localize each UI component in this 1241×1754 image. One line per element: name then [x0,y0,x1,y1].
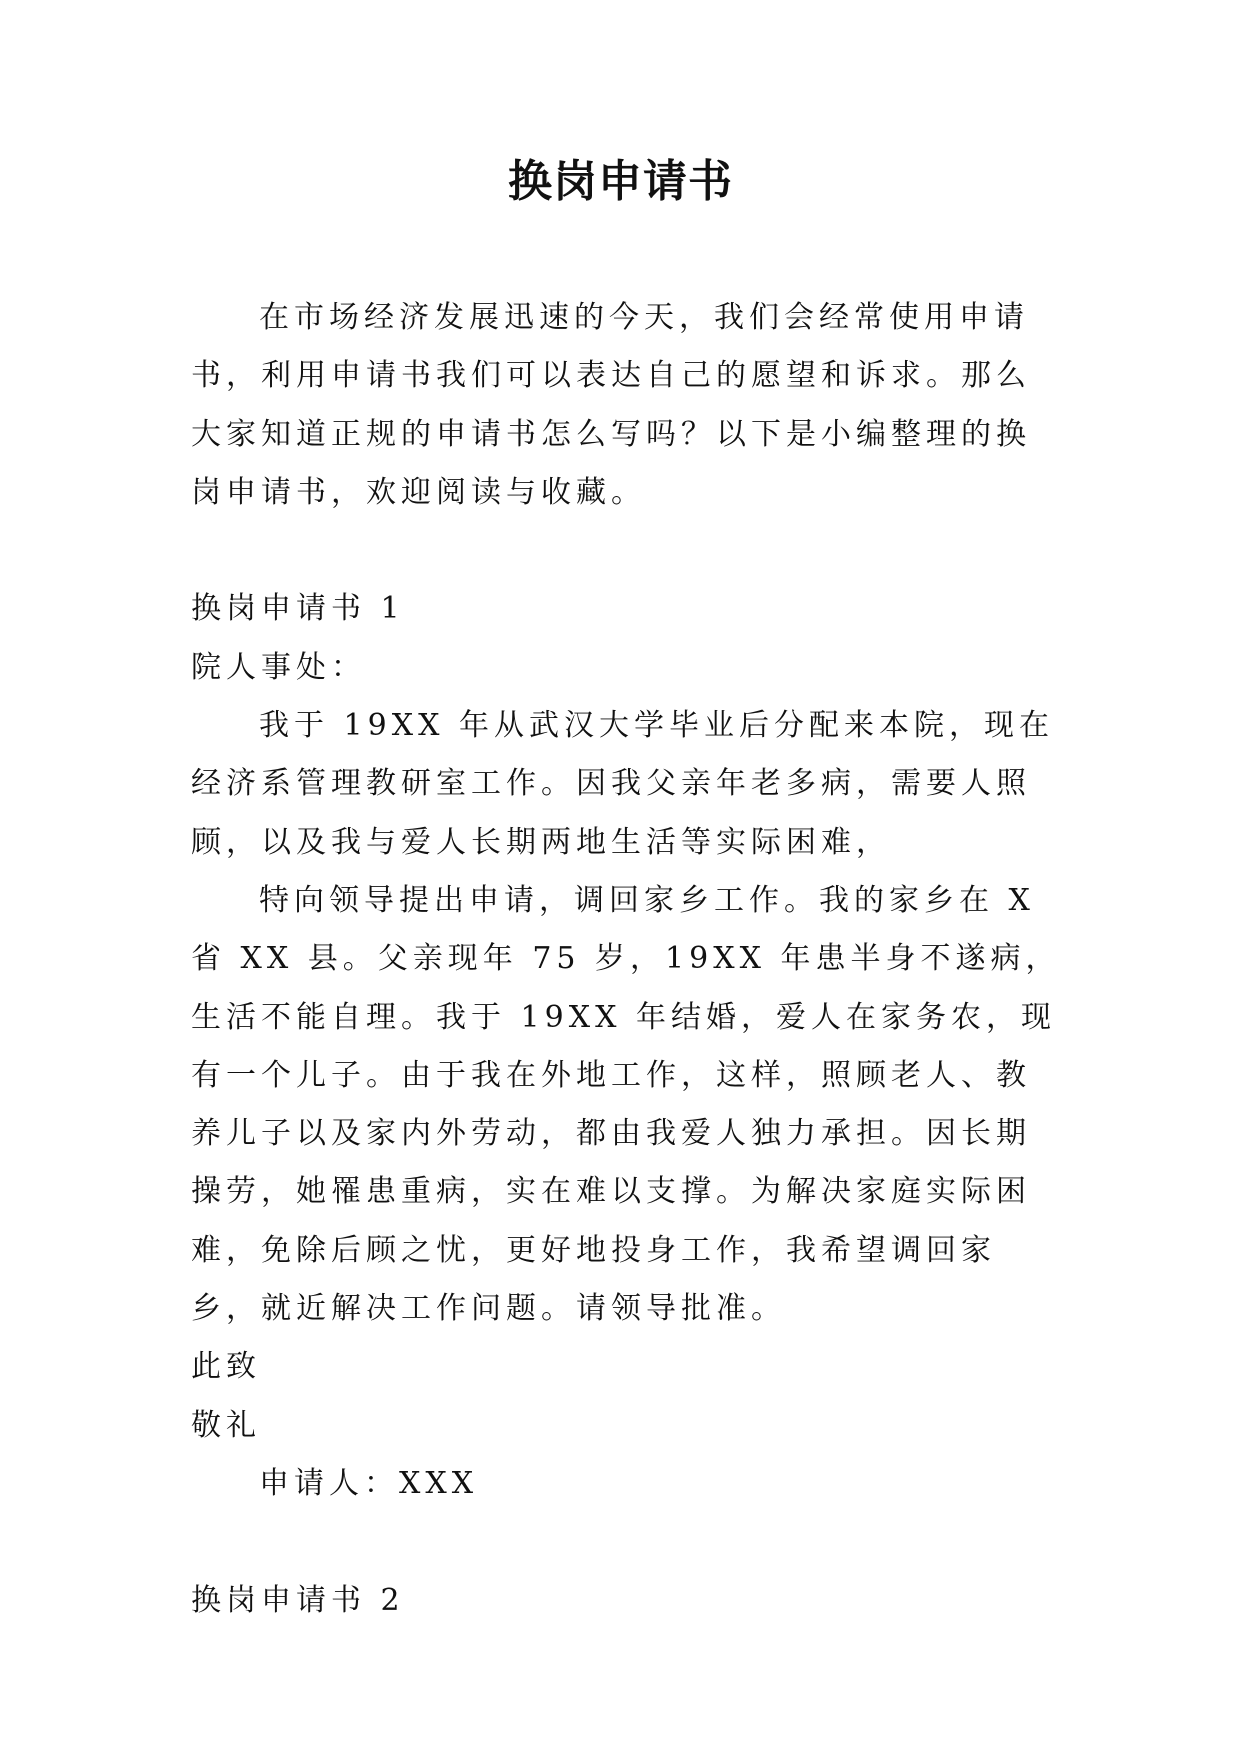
section-heading-1: 换岗申请书 1 [191,591,405,627]
spacer [191,1513,1065,1571]
spacer [191,522,1065,580]
section-heading-2: 换岗申请书 2 [191,1582,405,1618]
intro-paragraph: 在市场经济发展迅速的今天，我们会经常使用申请书，利用申请书我们可以表达自己的愿望和诉求。那么大家知道正规的申请书怎么写吗？以下是小编整理的换岗申请书，欢迎阅读与收藏。 [191,300,1031,510]
document-body [191,289,1065,1630]
salutation: 院人事处： [191,649,366,685]
body-paragraph-2: 特向领导提出申请，调回家乡工作。我的家乡在 X 省 XX 县。父亲现年 75 岁，19XX 年患半身不遂病，生活不能自理。我于 19XX 年结婚，爱人在家务农，现有一个儿子。由于我在外地工作，这样，照顾老人、教养儿子以及家内外劳动，都由我爱人独力承担。因长期操劳，她罹患重病，实在难以支撑。为解决家庭实际困难，免除后顾之忧，更好地投身工作，我希望调回家乡，就近解决工作问题。请领导批准。 [191,882,1061,1327]
body-paragraph-1: 我于 19XX 年从武汉大学毕业后分配来本院，现在经济系管理教研室工作。因我父亲年老多病，需要人照顾，以及我与爱人长期两地生活等实际困难， [191,708,1054,860]
closing-line-2: 敬礼 [191,1407,261,1443]
page-title: 换岗申请书 [508,156,733,207]
closing-line-1: 此致 [191,1349,261,1385]
signer-line: 申请人：XXX [259,1465,479,1501]
